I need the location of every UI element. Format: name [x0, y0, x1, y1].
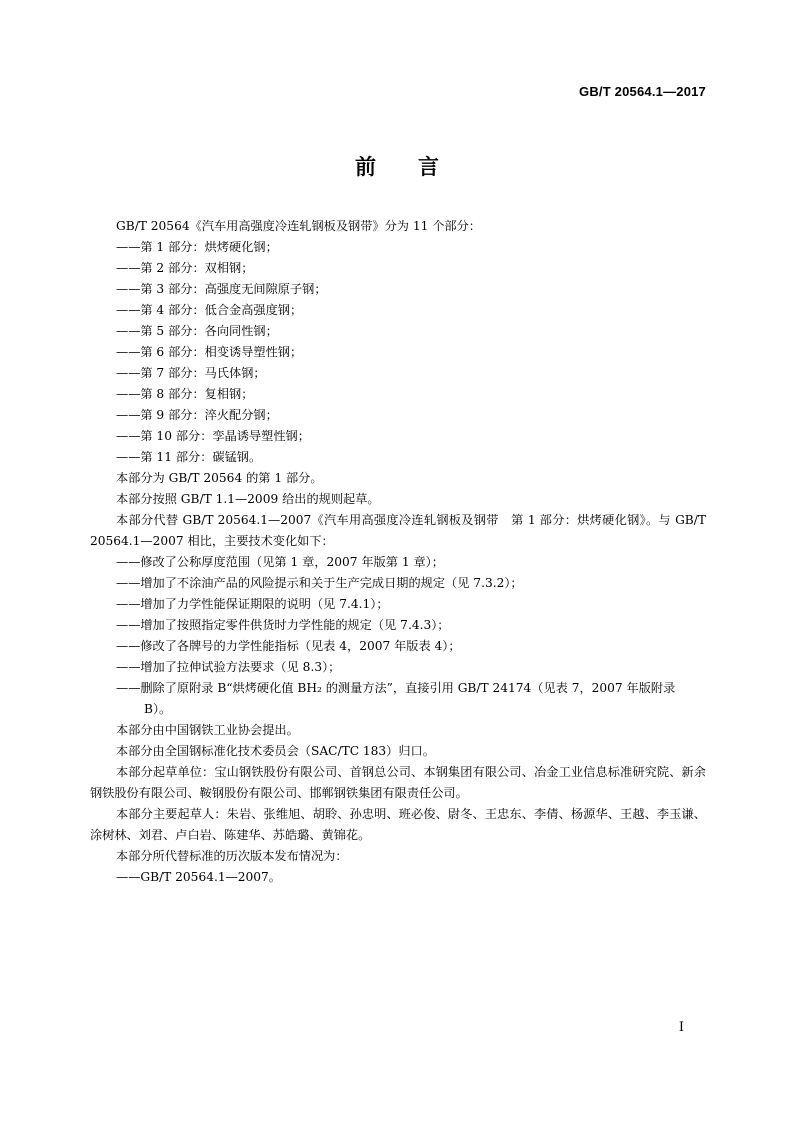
page-number: I	[678, 1020, 684, 1035]
part-item: ——第 10 部分：孪晶诱导塑性钢；	[116, 429, 310, 443]
change-item: ——增加了拉伸试验方法要求（见 8.3）；	[116, 660, 341, 674]
change-item: ——增加了不涂油产品的风险提示和关于生产完成日期的规定（见 7.3.2）；	[116, 576, 523, 590]
drafting-rules-paragraph: 本部分按照 GB/T 1.1—2009 给出的规则起草。	[116, 492, 380, 506]
history-intro-paragraph: 本部分所代替标准的历次版本发布情况为：	[116, 849, 348, 863]
jurisdiction-paragraph: 本部分由全国钢标准化技术委员会（SAC/TC 183）归口。	[116, 744, 435, 758]
change-item: ——删除了原附录 B“烘烤硬化值 BH₂ 的测量方法”，直接引用 GB/T 24174（见表 7，2007 年版附录 B）。	[116, 681, 676, 716]
replaces-paragraph: 本部分代替 GB/T 20564.1—2007《汽车用高强度冷连轧钢板及钢带 第 1 部分：烘烤硬化钢》。与 GB/T 20564.1—2007 相比，主要技术变化如下：	[90, 513, 706, 548]
page-title: 前言	[355, 155, 481, 179]
part-item: ——第 3 部分：高强度无间隙原子钢；	[116, 282, 327, 296]
part-item: ——第 2 部分：双相钢；	[116, 261, 254, 275]
part-item: ——第 8 部分：复相钢；	[116, 387, 254, 401]
standard-code: GB/T 20564.1—2017	[579, 84, 706, 99]
part-item: ——第 1 部分：烘烤硬化钢；	[116, 240, 278, 254]
intro-paragraph: GB/T 20564《汽车用高强度冷连轧钢板及钢带》分为 11 个部分：	[116, 219, 481, 233]
foreword-body	[90, 216, 706, 888]
main-drafters-paragraph: 本部分主要起草人：朱岩、张维旭、胡聆、孙忠明、班必俊、尉冬、王忠东、李倩、杨源华、王越、李玉谦、涂树林、刘君、卢白岩、陈建华、苏皓璐、黄锦花。	[90, 807, 706, 842]
part-item: ——第 11 部分：碳锰钢。	[116, 450, 262, 464]
change-item: ——增加了力学性能保证期限的说明（见 7.4.1）；	[116, 597, 389, 611]
part-item: ——第 6 部分：相变诱导塑性钢；	[116, 345, 303, 359]
change-item: ——增加了按照指定零件供货时力学性能的规定（见 7.4.3）；	[116, 618, 450, 632]
history-item: ——GB/T 20564.1—2007。	[116, 870, 281, 884]
drafting-units-paragraph: 本部分起草单位：宝山钢铁股份有限公司、首钢总公司、本钢集团有限公司、冶金工业信息标准研究院、新余钢铁股份有限公司、鞍钢股份有限公司、邯郸钢铁集团有限责任公司。	[90, 765, 706, 800]
part-item: ——第 9 部分：淬火配分钢；	[116, 408, 278, 422]
change-item: ——修改了公称厚度范围（见第 1 章，2007 年版第 1 章）；	[116, 555, 444, 569]
part-item: ——第 7 部分：马氏体钢；	[116, 366, 266, 380]
part-item: ——第 5 部分：各向同性钢；	[116, 324, 278, 338]
change-item: ——修改了各牌号的力学性能指标（见表 4，2007 年版表 4）；	[116, 639, 461, 653]
this-part-paragraph: 本部分为 GB/T 20564 的第 1 部分。	[116, 471, 323, 485]
part-item: ——第 4 部分：低合金高强度钢；	[116, 303, 303, 317]
proposed-by-paragraph: 本部分由中国钢铁工业协会提出。	[116, 723, 299, 737]
